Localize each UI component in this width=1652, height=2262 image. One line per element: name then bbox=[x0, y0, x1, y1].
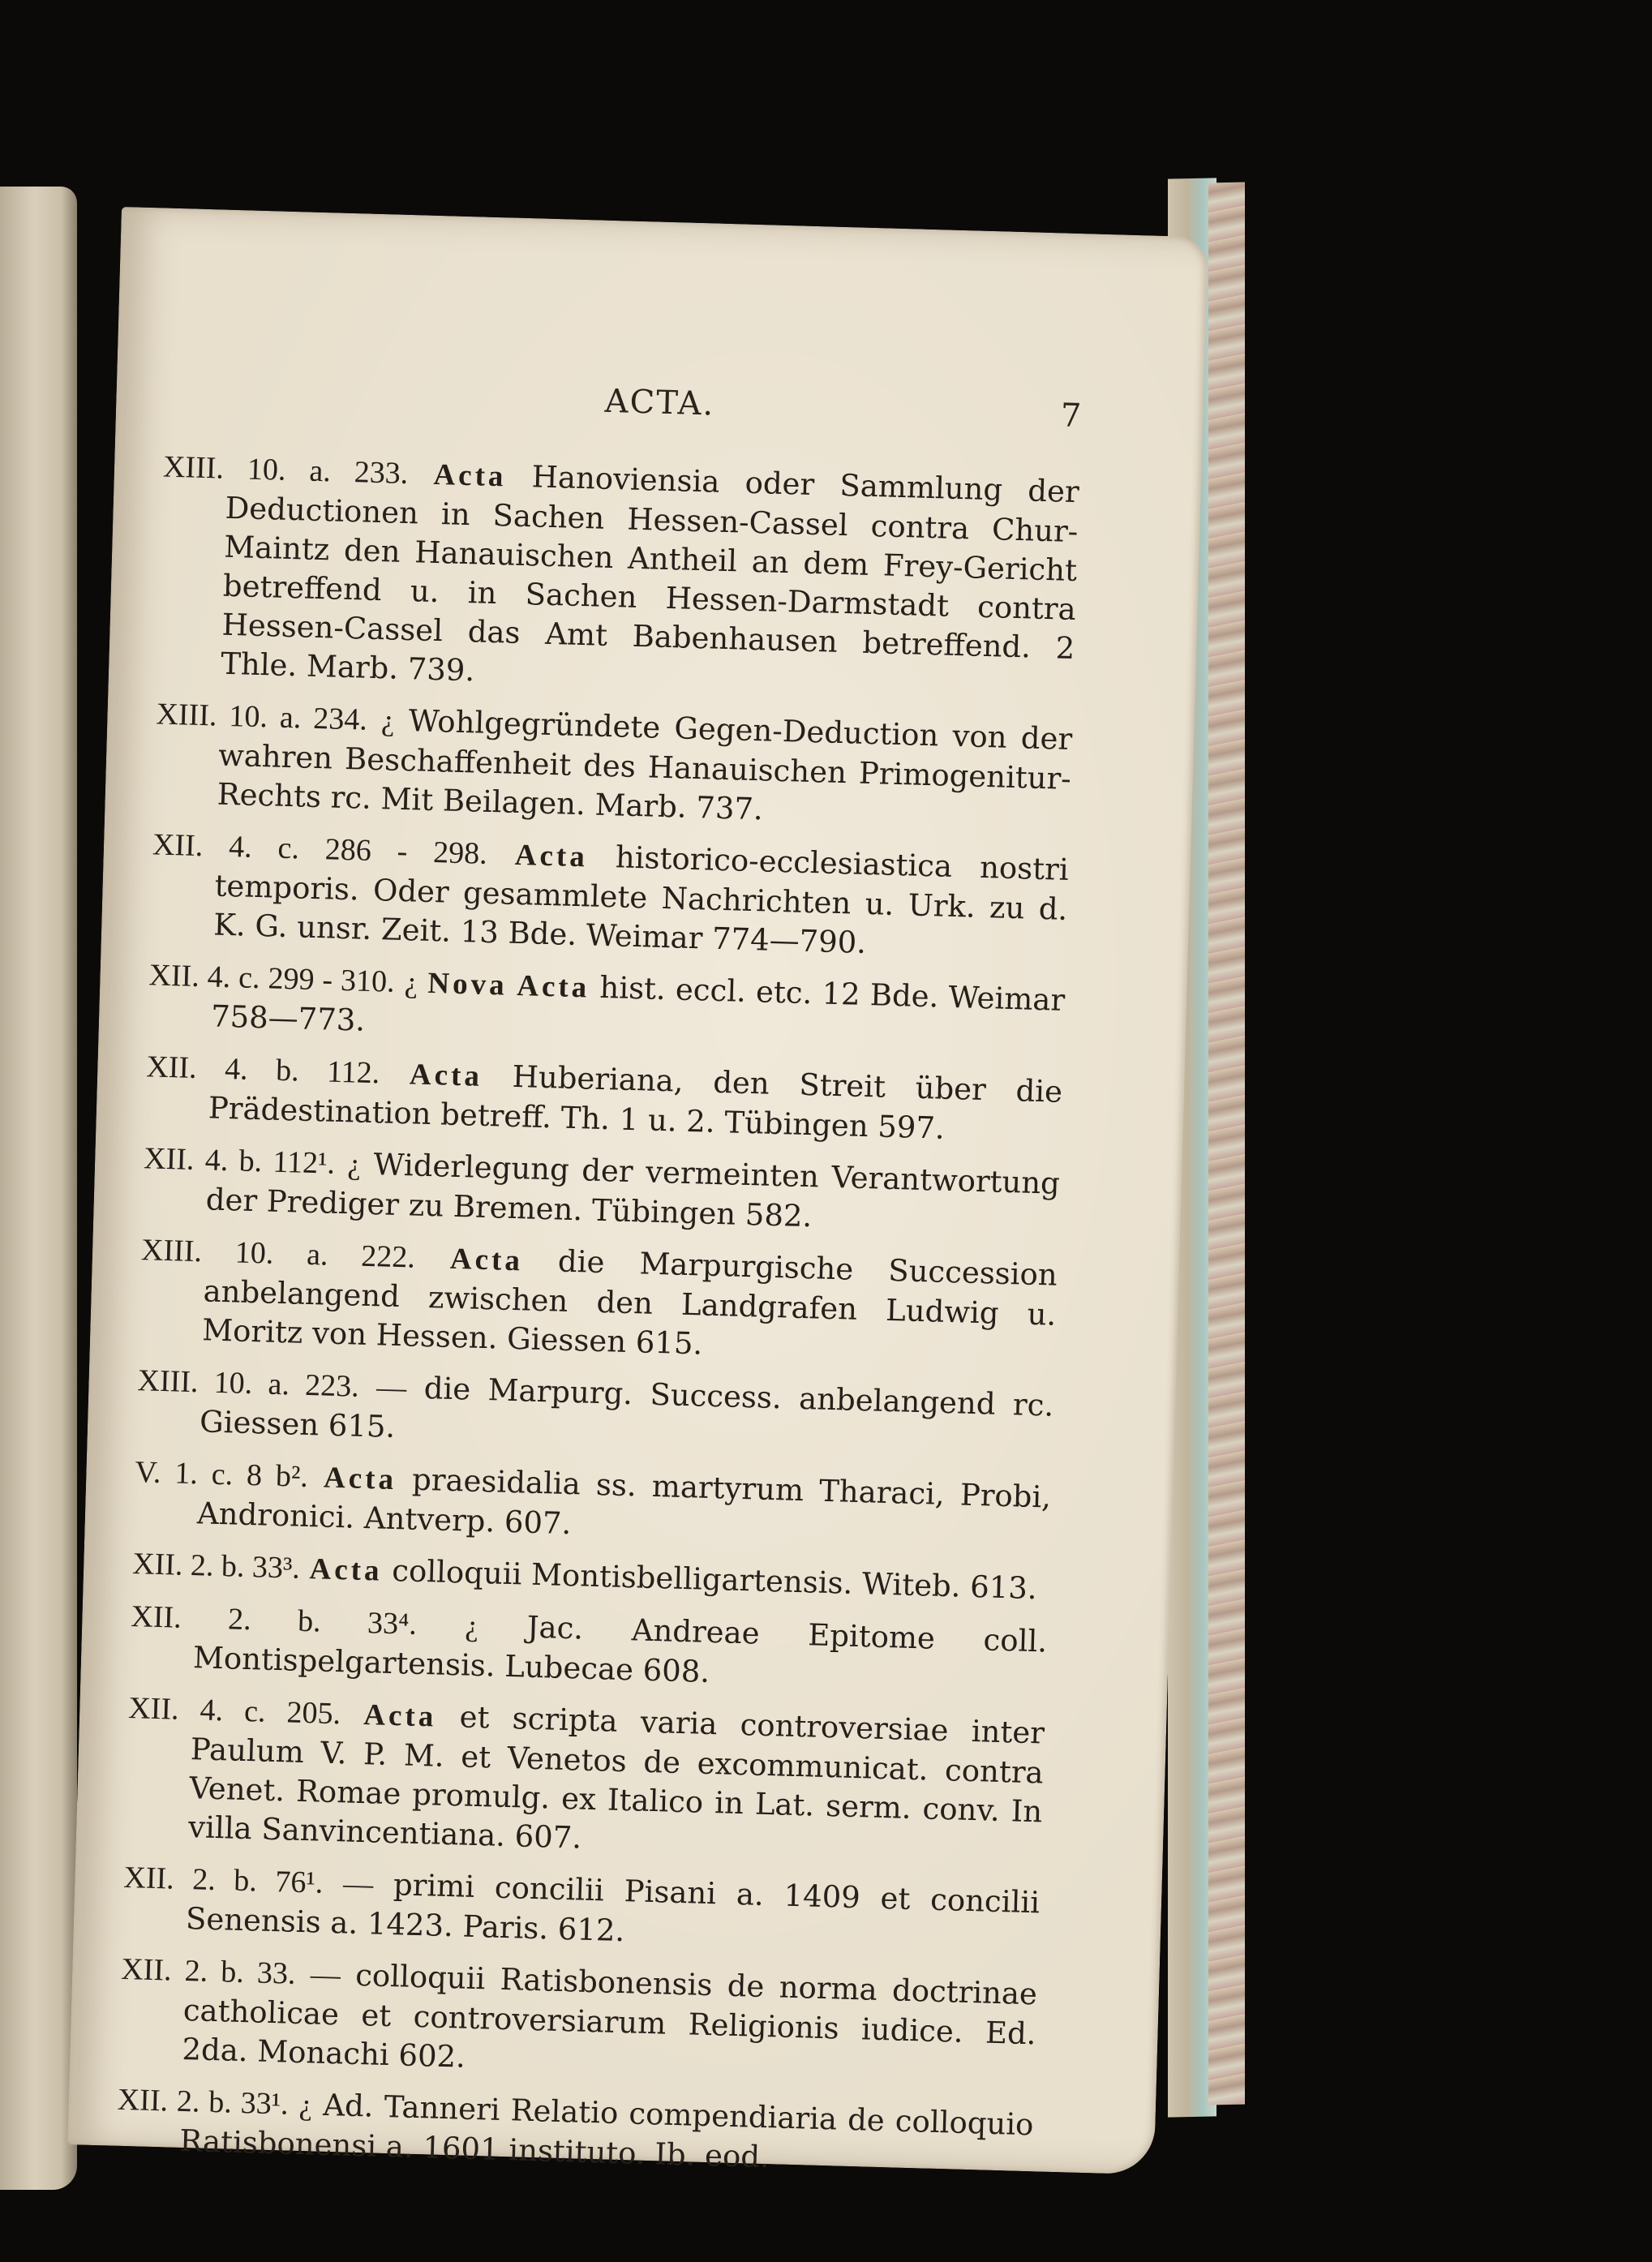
entry-text: hist. eccl. etc. 12 Bde. Weimar 758—773. bbox=[210, 969, 1066, 1038]
entry-text: colloquii Ratisbonensis de norma doctrinae catholicae et controversiarum Religionis iudice. Ed. 2da. Monachi 602. bbox=[182, 1957, 1038, 2075]
shelfmark: XII. 4. b. 112¹. bbox=[143, 1141, 336, 1181]
entry-lead: Acta bbox=[514, 838, 589, 874]
entry-mark: — bbox=[375, 1371, 407, 1406]
catalog-entry bbox=[157, 448, 1080, 707]
shelfmark: XIII. 10. a. 222. bbox=[140, 1233, 416, 1275]
catalog-entry bbox=[153, 694, 1073, 837]
entry-lead: Acta bbox=[363, 1698, 437, 1734]
entry-lead: Acta bbox=[449, 1242, 524, 1278]
catalog-entry bbox=[122, 1858, 1040, 1963]
entry-text: Widerlegung der vermeinten Verantwortung der Prediger zu Bremen. Tübingen 582. bbox=[205, 1147, 1061, 1234]
left-page-edge bbox=[0, 187, 77, 2190]
shelfmark: XII. 2. b. 33¹. bbox=[117, 2082, 290, 2122]
catalog-entry bbox=[136, 1361, 1054, 1466]
entry-text: et scripta varia controversiae inter Paulum V. P. M. et Venetos de excommunicat. contra Venet. Romae promulg. ex Italico in Lat. serm. conv. In villa Sanvincentiana. 607. bbox=[187, 1699, 1045, 1856]
entry-lead: Nova Acta bbox=[427, 966, 590, 1005]
shelfmark: XII. 4. b. 112. bbox=[145, 1049, 380, 1091]
entry-mark: — bbox=[342, 1867, 374, 1902]
marbled-book-edge bbox=[1208, 182, 1245, 2105]
shelfmark: V. 1. c. 8 b². bbox=[134, 1455, 309, 1495]
page-header bbox=[116, 369, 1204, 448]
entry-text: Huberiana, den Streit über die Prädestination betreff. Th. 1 u. 2. Tübingen 597. bbox=[208, 1058, 1063, 1146]
catalog-entry bbox=[132, 1544, 1049, 1610]
entry-mark: ¿ bbox=[404, 966, 418, 1000]
book-page bbox=[67, 207, 1208, 2174]
entry-mark: ¿ bbox=[380, 704, 396, 738]
shelfmark: XII. 2. b. 33⁴. bbox=[130, 1599, 418, 1642]
entry-text: primi concilii Pisani a. 1409 et concilii Senensis a. 1423. Paris. 612. bbox=[185, 1867, 1041, 1949]
catalog-entry bbox=[133, 1453, 1051, 1557]
shelfmark: XII. 2. b. 33³. bbox=[131, 1547, 301, 1586]
catalog-entry bbox=[150, 825, 1070, 968]
catalog-entry bbox=[144, 1047, 1062, 1152]
entry-text: colloquii Montisbelligartensis. Witeb. 613. bbox=[391, 1552, 1038, 1607]
entry-lead: Acta bbox=[323, 1461, 397, 1497]
shelfmark: XIII. 10. a. 234. bbox=[155, 697, 368, 737]
entry-text: Jac. Andreae Epitome coll. Montispelgartensis. Lubecae 608. bbox=[192, 1609, 1048, 1689]
entry-mark: ¿ bbox=[465, 1609, 479, 1643]
shelfmark: XIII. 10. a. 233. bbox=[162, 449, 409, 491]
catalog-entry bbox=[118, 1950, 1038, 2092]
entry-mark: ¿ bbox=[346, 1148, 362, 1182]
entry-text: Wohlgegründete Gegen-Deduction von der wahren Beschaffenheit des Hanauischen Primogenitur-Rechts rc. Mit Beilagen. Marb. 737. bbox=[217, 703, 1073, 827]
entry-lead: Acta bbox=[309, 1552, 384, 1588]
entry-text: die Marpurg. Success. anbelangend rc. Giessen 615. bbox=[199, 1370, 1054, 1444]
shelfmark: XIII. 10. a. 223. bbox=[137, 1363, 360, 1404]
page-number: 7 bbox=[1060, 397, 1082, 436]
entry-mark: — bbox=[310, 1958, 341, 1993]
running-head: ACTA. bbox=[604, 382, 715, 423]
entry-text: praesidalia ss. martyrum Tharaci, Probi, Andronici. Antverp. 607. bbox=[196, 1462, 1052, 1542]
shelfmark: XII. 2. b. 76¹. bbox=[122, 1860, 324, 1900]
shelfmark: XII. 2. b. 33. bbox=[120, 1951, 297, 1991]
catalog-entry bbox=[125, 1689, 1045, 1870]
shelfmark: XII. 4. c. 299 - 310. bbox=[148, 958, 396, 999]
entry-mark: ¿ bbox=[298, 2088, 313, 2123]
entry-text: historico-ecclesiastica nostri temporis. Oder gesammlete Nachrichten u. Urk. zu d. K. G. unsr. Zeit. 13 Bde. Weimar 774—790. bbox=[212, 839, 1070, 960]
shelfmark: XII. 4. c. 286 - 298. bbox=[152, 827, 488, 871]
catalog-entry bbox=[148, 955, 1066, 1060]
catalog-entry bbox=[129, 1597, 1047, 1702]
entry-lead: Acta bbox=[409, 1058, 483, 1093]
entry-text: Hanoviensia oder Sammlung der Deductionen in Sachen Hessen-Cassel contra Chur-Maintz den Hanauischen Antheil an dem Frey-Gericht betreffend u. in Sachen Hessen-Darmstadt contra Hessen-Cassel das Amt Babenhausen betreffend. 2 Thle. Marb. 739. bbox=[220, 459, 1080, 689]
entry-text: Ad. Tanneri Relatio compendiaria de colloquio Ratisbonensi a. 1601 instituto. Ib. eod. bbox=[178, 2087, 1035, 2175]
catalog-entries bbox=[115, 448, 1079, 2198]
shelfmark: XII. 4. c. 205. bbox=[127, 1690, 341, 1732]
catalog-entry bbox=[116, 2080, 1034, 2185]
catalog-entry bbox=[142, 1139, 1060, 1243]
entry-lead: Acta bbox=[432, 457, 508, 494]
catalog-entry bbox=[139, 1230, 1058, 1373]
entry-text: die Marpurgische Succession anbelangend zwischen den Landgrafen Ludwig u. Moritz von Hessen. Giessen 615. bbox=[201, 1243, 1058, 1362]
